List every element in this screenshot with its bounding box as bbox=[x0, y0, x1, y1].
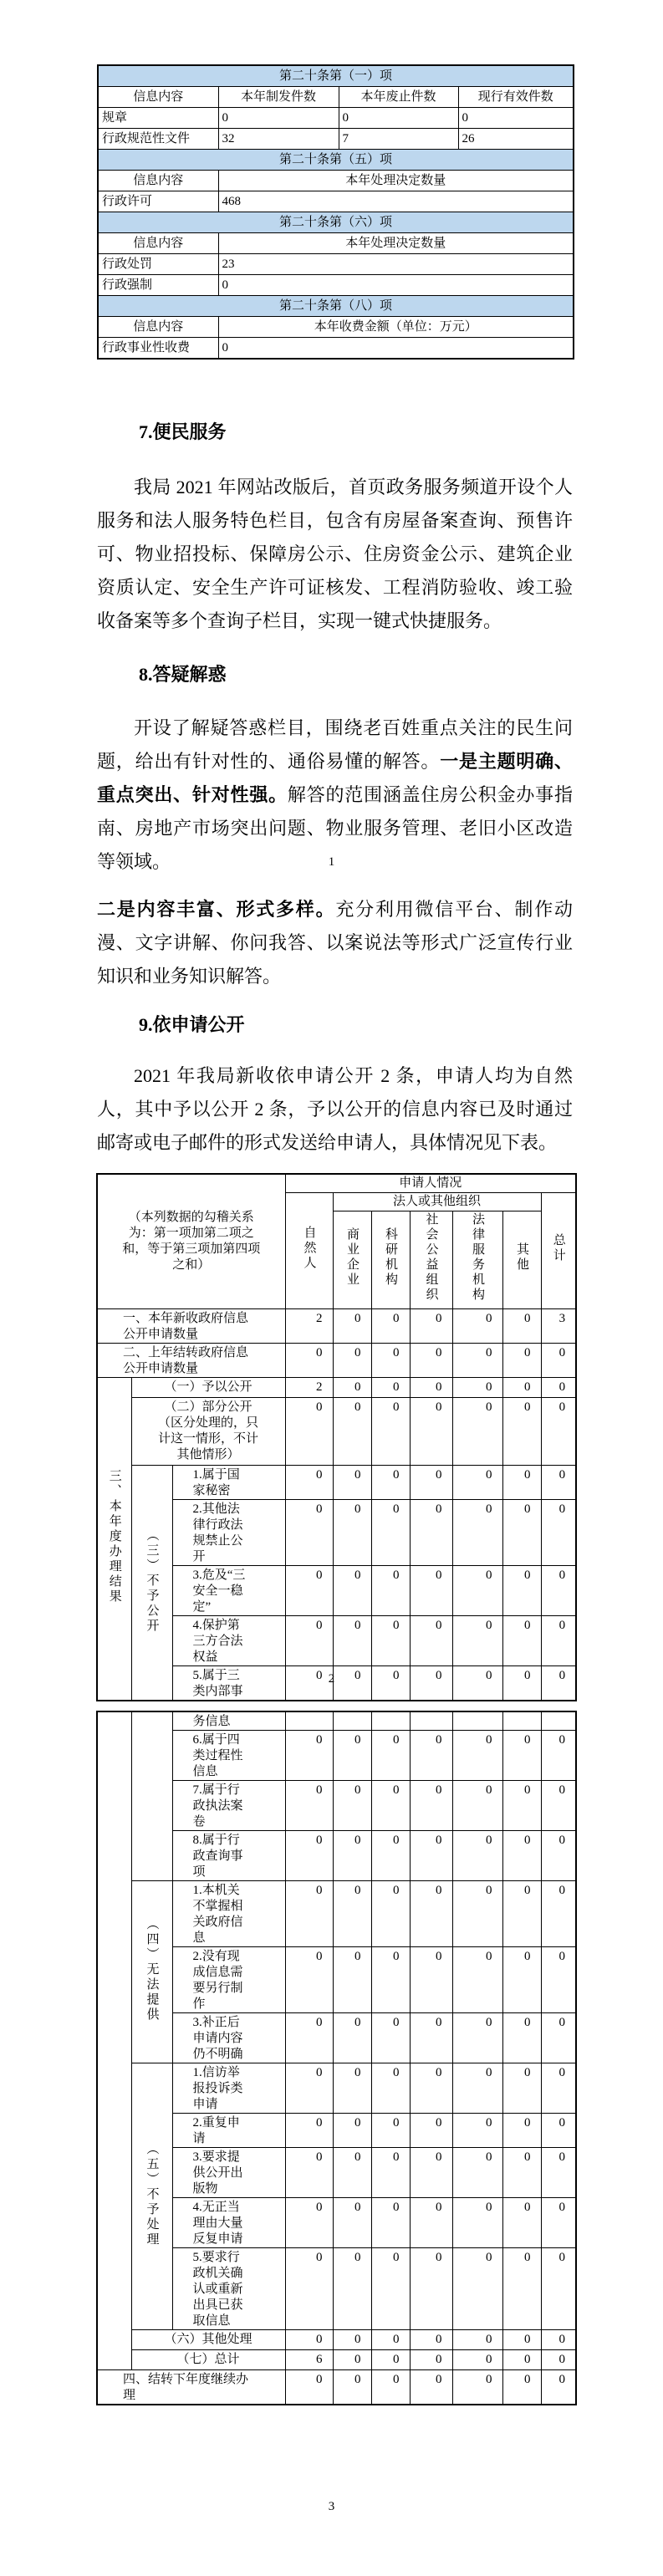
value-cell bbox=[333, 1711, 371, 1731]
value-cell: 0 bbox=[502, 1500, 541, 1566]
value-cell: 0 bbox=[541, 1566, 576, 1616]
value-cell: 0 bbox=[452, 2148, 502, 2198]
value-cell: 0 bbox=[285, 2370, 333, 2405]
value-cell: 2 bbox=[285, 1378, 333, 1398]
value-cell: 0 bbox=[452, 2370, 502, 2405]
table-row bbox=[98, 296, 574, 317]
value-cell: 0 bbox=[285, 2148, 333, 2198]
value-cell: 0 bbox=[410, 1309, 452, 1344]
table-row bbox=[98, 171, 574, 191]
value-cell: 0 bbox=[333, 2198, 371, 2248]
value-cell: 0 bbox=[371, 1616, 410, 1666]
column-header: 自然人 bbox=[285, 1193, 333, 1309]
value-cell: 0 bbox=[410, 1378, 452, 1398]
value-cell: 0 bbox=[541, 1666, 576, 1701]
value-cell: 0 bbox=[371, 1500, 410, 1566]
value-cell: 0 bbox=[410, 1781, 452, 1831]
paragraph bbox=[97, 893, 573, 993]
value-cell: 0 bbox=[452, 2114, 502, 2148]
value-cell bbox=[452, 1711, 502, 1731]
value-cell: 0 bbox=[371, 1466, 410, 1500]
value-cell: 0 bbox=[371, 1344, 410, 1378]
value-cell: 0 bbox=[333, 1947, 371, 2013]
section-heading-7: 7.便民服务 bbox=[139, 421, 227, 442]
value-cell: 0 bbox=[452, 1466, 502, 1500]
value-cell: 0 bbox=[541, 1731, 576, 1781]
row-label: 规章 bbox=[98, 108, 218, 129]
value-cell: 0 bbox=[371, 1666, 410, 1701]
table-row bbox=[98, 338, 574, 360]
column-header: 法律服务机构 bbox=[452, 1211, 502, 1309]
table-row bbox=[97, 1378, 576, 1398]
group-label: 三、本年度办理结果 bbox=[97, 1378, 131, 1701]
value-cell: 0 bbox=[502, 1781, 541, 1831]
value-cell: 0 bbox=[371, 1566, 410, 1616]
column-header: 信息内容 bbox=[98, 233, 218, 254]
value-cell: 0 bbox=[452, 1666, 502, 1701]
row-label: 行政事业性收费 bbox=[98, 338, 218, 360]
value-cell: 0 bbox=[502, 1466, 541, 1500]
value-cell: 0 bbox=[285, 1398, 333, 1466]
value-cell: 0 bbox=[541, 1344, 576, 1378]
table-row bbox=[97, 2350, 576, 2370]
column-header: 本年制发件数 bbox=[218, 87, 339, 108]
value-cell: 0 bbox=[285, 2248, 333, 2330]
row-label: 3.要求提供公开出版物 bbox=[172, 2148, 285, 2198]
row-label: 2.没有现成信息需要另行制作 bbox=[172, 1947, 285, 2013]
value-cell: 0 bbox=[410, 1731, 452, 1781]
column-header: 信息内容 bbox=[98, 317, 218, 338]
group-label: （五）不予处理 bbox=[131, 2063, 172, 2330]
value-cell: 26 bbox=[458, 129, 574, 150]
section-header: 第二十条第（八）项 bbox=[98, 296, 574, 317]
value-cell bbox=[285, 1711, 333, 1731]
value-cell: 0 bbox=[371, 2330, 410, 2350]
value-cell: 0 bbox=[410, 2148, 452, 2198]
value-cell: 0 bbox=[502, 2370, 541, 2405]
row-label: 7.属于行政执法案卷 bbox=[172, 1781, 285, 1831]
value-cell: 0 bbox=[285, 2013, 333, 2063]
value-cell: 0 bbox=[502, 1616, 541, 1666]
row-label: 3.危及“三安全一稳定” bbox=[172, 1566, 285, 1616]
value-cell: 0 bbox=[452, 1781, 502, 1831]
row-label: 4.无正当理由大量反复申请 bbox=[172, 2198, 285, 2248]
paragraph-text: 开设了解疑答惑栏目，围绕老百姓重点关注的民生问题，给出有针对性的、通俗易懂的解答。 bbox=[97, 717, 573, 772]
value-cell: 0 bbox=[218, 108, 339, 129]
value-cell: 0 bbox=[410, 1500, 452, 1566]
value-cell: 0 bbox=[502, 1947, 541, 2013]
paragraph bbox=[97, 712, 573, 879]
table-row bbox=[98, 212, 574, 233]
value-cell: 0 bbox=[541, 1398, 576, 1466]
row-label: 2.重复申请 bbox=[172, 2114, 285, 2148]
value-cell: 0 bbox=[410, 1566, 452, 1616]
row-label: 行政许可 bbox=[98, 191, 218, 212]
table-row bbox=[97, 1711, 576, 1731]
row-label: 行政处罚 bbox=[98, 254, 218, 275]
table-row bbox=[98, 65, 574, 87]
value-cell bbox=[541, 1711, 576, 1731]
value-cell: 0 bbox=[333, 1881, 371, 1947]
value-cell: 0 bbox=[410, 2248, 452, 2330]
table-row bbox=[98, 254, 574, 275]
row-label: 4.保护第三方合法权益 bbox=[172, 1616, 285, 1666]
table-row bbox=[97, 1174, 576, 1193]
table-row bbox=[97, 1309, 576, 1344]
value-cell: 0 bbox=[371, 2114, 410, 2148]
value-cell: 0 bbox=[285, 1666, 333, 1701]
paragraph: 我局 2021 年网站改版后，首页政务服务频道开设个人服务和法人服务特色栏目，包含有房屋备案查询、预售许可、物业招投标、保障房公示、住房资金公示、建筑企业资质认定、安全生产许可证核发、工程消防验收、竣工验收备案等多个查询子栏目，实现一键式快捷服务。 bbox=[97, 477, 573, 631]
table-row bbox=[97, 1466, 576, 1500]
value-cell: 0 bbox=[541, 2148, 576, 2198]
value-cell: 0 bbox=[541, 1466, 576, 1500]
value-cell: 0 bbox=[541, 2114, 576, 2148]
value-cell: 0 bbox=[541, 2350, 576, 2370]
row-label: 一、本年新收政府信息公开申请数量 bbox=[97, 1309, 285, 1344]
value-cell: 0 bbox=[333, 1398, 371, 1466]
section-header: 第二十条第（一）项 bbox=[98, 65, 574, 87]
column-header: 法人或其他组织 bbox=[333, 1193, 541, 1211]
value-cell: 0 bbox=[371, 1947, 410, 2013]
value-cell: 0 bbox=[333, 2330, 371, 2350]
value-cell: 0 bbox=[410, 2114, 452, 2148]
value-cell: 0 bbox=[285, 1500, 333, 1566]
value-cell: 0 bbox=[410, 2063, 452, 2114]
value-cell: 0 bbox=[541, 2248, 576, 2330]
value-cell: 0 bbox=[410, 2330, 452, 2350]
row-label: 6.属于四类过程性信息 bbox=[172, 1731, 285, 1781]
value-cell: 0 bbox=[333, 1344, 371, 1378]
table-row bbox=[97, 1398, 576, 1466]
value-cell: 0 bbox=[452, 2350, 502, 2370]
value-cell bbox=[502, 1711, 541, 1731]
column-header: 本年处理决定数量 bbox=[218, 171, 574, 191]
value-cell: 0 bbox=[410, 1666, 452, 1701]
value-cell: 0 bbox=[371, 2350, 410, 2370]
page-number-3: 3 bbox=[328, 2500, 335, 2513]
column-header: 现行有效件数 bbox=[458, 87, 574, 108]
value-cell: 0 bbox=[410, 2350, 452, 2370]
table-row bbox=[97, 2370, 576, 2405]
value-cell: 0 bbox=[333, 2063, 371, 2114]
value-cell: 0 bbox=[285, 1566, 333, 1616]
value-cell: 0 bbox=[452, 2248, 502, 2330]
value-cell: 0 bbox=[410, 1881, 452, 1947]
value-cell: 0 bbox=[371, 1731, 410, 1781]
table-row bbox=[98, 129, 574, 150]
row-label: （二）部分公开（区分处理的，只计这一情形，不计其他情形） bbox=[131, 1398, 285, 1466]
value-cell: 0 bbox=[333, 2148, 371, 2198]
value-cell bbox=[410, 1711, 452, 1731]
paragraph-text: 充分利用微信平台、制作动漫、文字讲解、你问我答、以案说法等形式广泛宣传行业知识和业务知识解答。 bbox=[97, 899, 573, 987]
value-cell: 0 bbox=[371, 2013, 410, 2063]
value-cell: 0 bbox=[333, 1309, 371, 1344]
column-header: 申请人情况 bbox=[285, 1174, 576, 1193]
row-label: 1.本机关不掌握相关政府信息 bbox=[172, 1881, 285, 1947]
value-cell: 0 bbox=[502, 2114, 541, 2148]
value-cell: 0 bbox=[333, 1378, 371, 1398]
table-row bbox=[98, 87, 574, 108]
value-cell: 0 bbox=[333, 2350, 371, 2370]
value-cell: 0 bbox=[502, 1309, 541, 1344]
value-cell: 0 bbox=[502, 1344, 541, 1378]
column-header: 其他 bbox=[502, 1211, 541, 1309]
value-cell: 0 bbox=[333, 1500, 371, 1566]
row-label: 8.属于行政查询事项 bbox=[172, 1831, 285, 1881]
row-label: 二、上年结转政府信息公开申请数量 bbox=[97, 1344, 285, 1378]
column-header: 信息内容 bbox=[98, 171, 218, 191]
value-cell: 0 bbox=[541, 2198, 576, 2248]
value-cell: 0 bbox=[410, 1466, 452, 1500]
value-cell: 0 bbox=[541, 2370, 576, 2405]
value-cell: 0 bbox=[371, 1881, 410, 1947]
value-cell: 0 bbox=[285, 1881, 333, 1947]
application-table-part1 bbox=[96, 1173, 577, 1701]
value-cell: 0 bbox=[285, 2330, 333, 2350]
value-cell: 0 bbox=[371, 1831, 410, 1881]
value-cell: 0 bbox=[452, 1947, 502, 2013]
value-cell: 0 bbox=[541, 1500, 576, 1566]
value-cell: 0 bbox=[541, 1881, 576, 1947]
value-cell: 23 bbox=[218, 254, 574, 275]
column-header: 信息内容 bbox=[98, 87, 218, 108]
column-header: 科研机构 bbox=[371, 1211, 410, 1309]
group-label: （三）不予公开 bbox=[131, 1466, 172, 1701]
row-label: 行政规范性文件 bbox=[98, 129, 218, 150]
emphasis-text: 一是主题明确、重点突出、针对性强。 bbox=[97, 751, 573, 805]
value-cell: 0 bbox=[452, 1398, 502, 1466]
row-label: 3.补正后申请内容仍不明确 bbox=[172, 2013, 285, 2063]
value-cell: 0 bbox=[410, 1398, 452, 1466]
value-cell: 0 bbox=[371, 1781, 410, 1831]
value-cell: 0 bbox=[541, 1947, 576, 2013]
value-cell: 6 bbox=[285, 2350, 333, 2370]
value-cell: 0 bbox=[285, 1616, 333, 1666]
section-heading-9: 9.依申请公开 bbox=[139, 1014, 245, 1035]
section-heading-8: 8.答疑解惑 bbox=[139, 664, 227, 685]
value-cell: 0 bbox=[285, 1831, 333, 1881]
page-number-1: 1 bbox=[328, 855, 335, 869]
group-label-continued bbox=[131, 1711, 172, 1881]
page-number-2: 2 bbox=[328, 1672, 335, 1686]
value-cell: 0 bbox=[502, 2063, 541, 2114]
value-cell: 0 bbox=[218, 338, 574, 360]
value-cell: 0 bbox=[333, 1781, 371, 1831]
value-cell: 0 bbox=[452, 1378, 502, 1398]
value-cell: 0 bbox=[452, 1500, 502, 1566]
value-cell: 0 bbox=[285, 1344, 333, 1378]
row-label: 务信息 bbox=[172, 1711, 285, 1731]
value-cell: 0 bbox=[502, 2148, 541, 2198]
value-cell: 0 bbox=[410, 2013, 452, 2063]
value-cell: 0 bbox=[410, 1947, 452, 2013]
value-cell: 0 bbox=[541, 2013, 576, 2063]
value-cell: 0 bbox=[502, 1881, 541, 1947]
value-cell: 0 bbox=[410, 1344, 452, 1378]
value-cell: 0 bbox=[502, 2013, 541, 2063]
row-label: （七）总计 bbox=[131, 2350, 285, 2370]
article20-table bbox=[97, 64, 574, 360]
value-cell: 0 bbox=[218, 275, 574, 296]
value-cell: 0 bbox=[502, 2350, 541, 2370]
value-cell: 0 bbox=[452, 2013, 502, 2063]
value-cell: 0 bbox=[371, 1378, 410, 1398]
application-table-part2 bbox=[96, 1711, 577, 2405]
value-cell: 7 bbox=[339, 129, 458, 150]
table-row bbox=[98, 317, 574, 338]
paragraph: 2021 年我局新收依申请公开 2 条，申请人均为自然人，其中予以公开 2 条，予以公开的信息内容已及时通过邮寄或电子邮件的形式发送给申请人，具体情况见下表。 bbox=[97, 1065, 573, 1153]
value-cell: 0 bbox=[285, 2198, 333, 2248]
value-cell: 3 bbox=[541, 1309, 576, 1344]
row-label: 行政强制 bbox=[98, 275, 218, 296]
value-cell: 0 bbox=[502, 1731, 541, 1781]
value-cell: 0 bbox=[333, 1616, 371, 1666]
value-cell: 0 bbox=[502, 1378, 541, 1398]
table-row bbox=[98, 191, 574, 212]
value-cell: 0 bbox=[541, 1831, 576, 1881]
column-header: 总计 bbox=[541, 1193, 576, 1309]
value-cell: 0 bbox=[285, 1947, 333, 2013]
value-cell: 0 bbox=[333, 1566, 371, 1616]
value-cell: 0 bbox=[452, 1309, 502, 1344]
value-cell: 0 bbox=[410, 2198, 452, 2248]
row-label: （一）予以公开 bbox=[131, 1378, 285, 1398]
section-header: 第二十条第（六）项 bbox=[98, 212, 574, 233]
value-cell: 0 bbox=[502, 2198, 541, 2248]
group-label-continued bbox=[97, 1711, 131, 2370]
value-cell: 0 bbox=[371, 2248, 410, 2330]
table-row bbox=[97, 2330, 576, 2350]
value-cell: 0 bbox=[541, 2330, 576, 2350]
value-cell: 0 bbox=[371, 2198, 410, 2248]
value-cell: 0 bbox=[502, 1666, 541, 1701]
value-cell: 0 bbox=[452, 2198, 502, 2248]
value-cell: 0 bbox=[452, 1731, 502, 1781]
value-cell: 0 bbox=[333, 2248, 371, 2330]
column-header: 商业企业 bbox=[333, 1211, 371, 1309]
value-cell: 0 bbox=[452, 1831, 502, 1881]
value-cell: 0 bbox=[452, 1881, 502, 1947]
value-cell: 0 bbox=[502, 1398, 541, 1466]
value-cell: 0 bbox=[452, 2330, 502, 2350]
value-cell: 0 bbox=[285, 2114, 333, 2148]
value-cell: 0 bbox=[452, 1616, 502, 1666]
table-row bbox=[97, 1881, 576, 1947]
value-cell: 0 bbox=[502, 2330, 541, 2350]
value-cell: 32 bbox=[218, 129, 339, 150]
value-cell: 0 bbox=[452, 1344, 502, 1378]
value-cell: 0 bbox=[285, 2063, 333, 2114]
row-label: 2.其他法律行政法规禁止公开 bbox=[172, 1500, 285, 1566]
table-row bbox=[98, 275, 574, 296]
value-cell: 0 bbox=[410, 2370, 452, 2405]
paragraph-text: 解答的范围涵盖住房公积金办事指南、房地产市场突出问题、物业服务管理、老旧小区改造等领域。 bbox=[97, 784, 573, 872]
value-cell: 468 bbox=[218, 191, 574, 212]
value-cell: 0 bbox=[285, 1466, 333, 1500]
value-cell: 0 bbox=[339, 108, 458, 129]
value-cell: 0 bbox=[502, 1566, 541, 1616]
value-cell: 0 bbox=[333, 2013, 371, 2063]
row-label: 1.信访举报投诉类申请 bbox=[172, 2063, 285, 2114]
table-row bbox=[97, 1344, 576, 1378]
value-cell: 0 bbox=[502, 2248, 541, 2330]
value-cell: 0 bbox=[333, 1466, 371, 1500]
corner-note: （本列数据的勾稽关系为：第一项加第二项之和，等于第三项加第四项之和） bbox=[97, 1174, 285, 1309]
value-cell: 0 bbox=[285, 1731, 333, 1781]
table-row bbox=[98, 233, 574, 254]
value-cell: 0 bbox=[371, 1309, 410, 1344]
row-label: 5.要求行政机关确认或重新出具已获取信息 bbox=[172, 2248, 285, 2330]
table-row bbox=[97, 2063, 576, 2114]
value-cell: 0 bbox=[285, 1781, 333, 1831]
value-cell bbox=[371, 1711, 410, 1731]
emphasis-text: 二是内容丰富、形式多样。 bbox=[97, 899, 336, 920]
value-cell: 0 bbox=[541, 2063, 576, 2114]
value-cell: 0 bbox=[452, 1566, 502, 1616]
value-cell: 0 bbox=[371, 2063, 410, 2114]
table-row bbox=[98, 150, 574, 171]
value-cell: 0 bbox=[410, 1616, 452, 1666]
value-cell: 0 bbox=[371, 2148, 410, 2198]
column-header: 本年处理决定数量 bbox=[218, 233, 574, 254]
value-cell: 0 bbox=[333, 2370, 371, 2405]
value-cell: 0 bbox=[371, 2370, 410, 2405]
row-label: （六）其他处理 bbox=[131, 2330, 285, 2350]
value-cell: 0 bbox=[452, 2063, 502, 2114]
row-label: 5.属于三类内部事 bbox=[172, 1666, 285, 1701]
value-cell: 0 bbox=[371, 1398, 410, 1466]
value-cell: 0 bbox=[502, 1831, 541, 1881]
row-label: 1.属于国家秘密 bbox=[172, 1466, 285, 1500]
value-cell: 2 bbox=[285, 1309, 333, 1344]
group-label: （四）无法提供 bbox=[131, 1881, 172, 2063]
value-cell: 0 bbox=[541, 1781, 576, 1831]
column-header: 本年收费金额（单位：万元） bbox=[218, 317, 574, 338]
value-cell: 0 bbox=[458, 108, 574, 129]
value-cell: 0 bbox=[410, 1831, 452, 1881]
value-cell: 0 bbox=[333, 1731, 371, 1781]
value-cell: 0 bbox=[333, 2114, 371, 2148]
column-header: 社会公益组织 bbox=[410, 1211, 452, 1309]
value-cell: 0 bbox=[333, 1831, 371, 1881]
table-row bbox=[98, 108, 574, 129]
row-label: 四、结转下年度继续办理 bbox=[97, 2370, 285, 2405]
value-cell: 0 bbox=[333, 1666, 371, 1701]
section-header: 第二十条第（五）项 bbox=[98, 150, 574, 171]
value-cell: 0 bbox=[541, 1616, 576, 1666]
column-header: 本年废止件数 bbox=[339, 87, 458, 108]
value-cell: 0 bbox=[541, 1378, 576, 1398]
